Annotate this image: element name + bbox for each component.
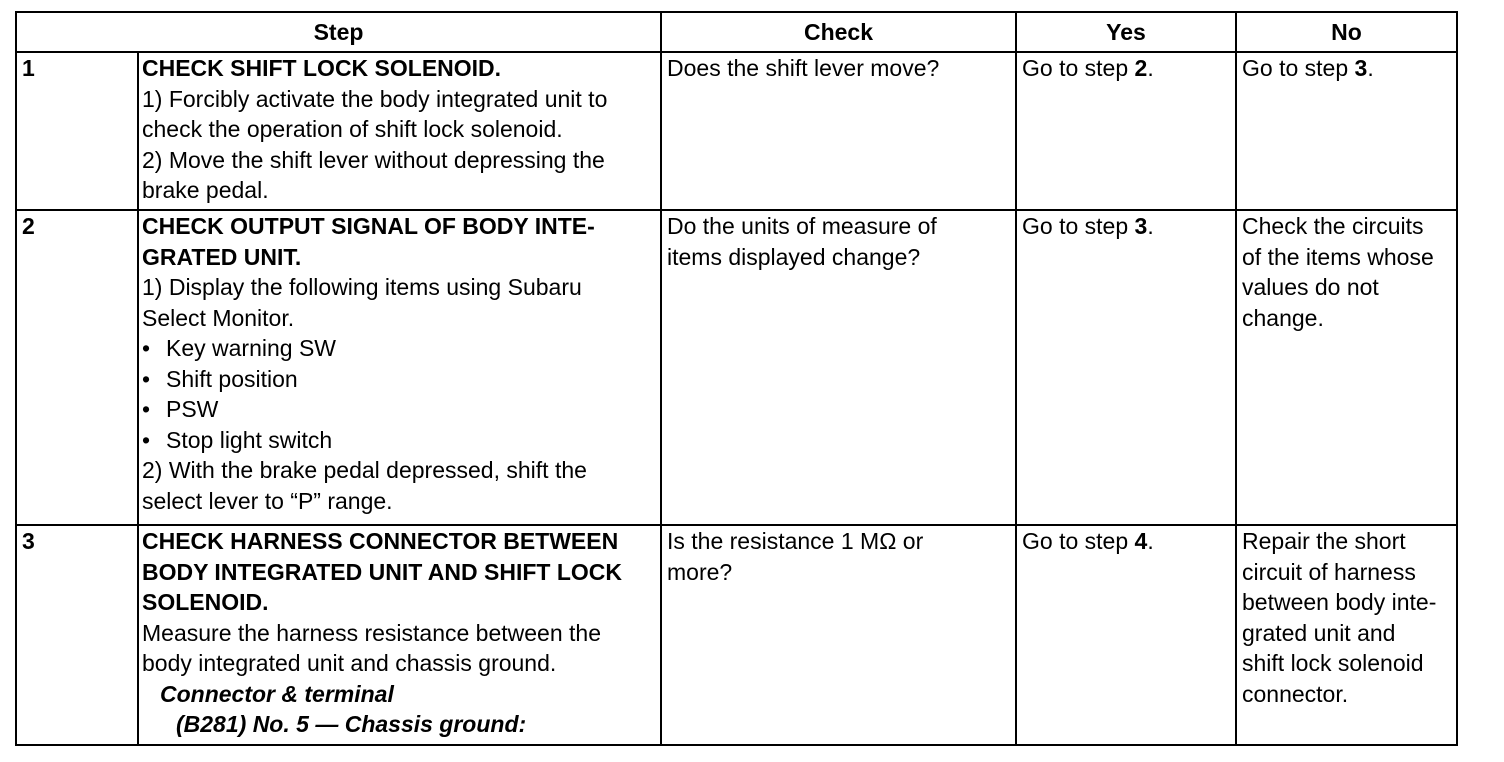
step-text: 1) Forcibly activate the body integrated unit to <box>142 85 608 112</box>
no-text: of the items whose <box>1242 243 1434 270</box>
step-text: brake pedal. <box>142 177 269 203</box>
check-text: items displayed change? <box>667 243 921 270</box>
step-title: SOLENOID. <box>142 589 269 615</box>
yes-suffix: . <box>1147 213 1154 239</box>
no-text: connector. <box>1242 680 1349 707</box>
step-number: 2 <box>16 210 138 525</box>
list-item-text: PSW <box>166 396 219 422</box>
step-text: select lever to “P” range. <box>142 487 393 514</box>
step-title: CHECK SHIFT LOCK SOLENOID. <box>142 55 502 81</box>
list-item-text: Key warning SW <box>166 335 337 361</box>
no-text: shift lock solenoid <box>1242 650 1424 676</box>
step-description <box>138 210 661 525</box>
connector-value: (B281) No. 5 — Chassis ground: <box>176 711 527 737</box>
step-title: CHECK HARNESS CONNECTOR BETWEEN <box>142 528 619 554</box>
yes-cell <box>1016 525 1236 745</box>
connector-label: Connector & terminal <box>160 680 394 707</box>
header-step: Step <box>16 12 661 52</box>
yes-suffix: . <box>1147 528 1154 554</box>
step-text: check the operation of shift lock solenoid. <box>142 116 563 142</box>
header-no: No <box>1236 12 1457 52</box>
no-text: change. <box>1242 304 1324 331</box>
step-text: Measure the harness resistance between the <box>142 619 601 646</box>
list-item-text: Stop light switch <box>166 426 333 453</box>
check-text: Do the units of measure of <box>667 213 937 239</box>
bullet-icon: • <box>142 365 151 392</box>
step-text: 2) Move the shift lever without depressing the <box>142 146 605 173</box>
check-text: more? <box>667 558 733 585</box>
step-text: 1) Display the following items using Subaru <box>142 274 582 300</box>
diagnostic-table <box>15 11 1458 746</box>
no-text: Repair the short <box>1242 528 1406 554</box>
check-text: Does the shift lever move? <box>667 55 940 81</box>
list-item <box>142 425 660 456</box>
no-cell <box>1236 525 1457 745</box>
step-text: Select Monitor. <box>142 304 295 331</box>
step-title: GRATED UNIT. <box>142 243 302 270</box>
bullet-icon: • <box>142 335 151 361</box>
no-text: circuit of harness <box>1242 558 1416 585</box>
step-title: BODY INTEGRATED UNIT AND SHIFT LOCK <box>142 558 623 585</box>
no-text: Go to step <box>1242 55 1355 81</box>
header-row <box>16 12 1457 52</box>
table-row <box>16 210 1457 525</box>
bullet-icon: • <box>142 426 151 453</box>
check-cell <box>661 210 1016 525</box>
list-item-text: Shift position <box>166 365 298 392</box>
no-text: grated unit and <box>1242 619 1396 646</box>
step-description <box>138 52 661 210</box>
no-cell <box>1236 210 1457 525</box>
no-suffix: . <box>1367 55 1374 81</box>
yes-suffix: . <box>1147 55 1154 81</box>
yes-text: Go to step <box>1022 55 1135 81</box>
table-row <box>16 525 1457 745</box>
list-item <box>142 364 660 395</box>
step-title: CHECK OUTPUT SIGNAL OF BODY INTE- <box>142 213 595 239</box>
check-text: Is the resistance 1 MΩ or <box>667 528 924 554</box>
step-number: 3 <box>16 525 138 745</box>
table-row <box>16 52 1457 210</box>
no-text: Check the circuits <box>1242 213 1424 239</box>
yes-text: Go to step <box>1022 528 1135 554</box>
yes-step-number: 4 <box>1134 528 1148 554</box>
bullet-icon: • <box>142 396 151 422</box>
list-item <box>142 394 660 425</box>
check-cell <box>661 52 1016 210</box>
list-item <box>142 333 660 364</box>
yes-text: Go to step <box>1022 213 1135 239</box>
no-text: between body inte- <box>1242 589 1437 615</box>
check-cell <box>661 525 1016 745</box>
step-number: 1 <box>16 52 138 210</box>
step-text: 2) With the brake pedal depressed, shift the <box>142 457 587 483</box>
header-check: Check <box>661 12 1016 52</box>
step-description <box>138 525 661 745</box>
header-yes: Yes <box>1016 12 1236 52</box>
yes-cell <box>1016 210 1236 525</box>
no-text: values do not <box>1242 274 1379 300</box>
yes-step-number: 3 <box>1134 213 1148 239</box>
yes-cell <box>1016 52 1236 210</box>
no-cell <box>1236 52 1457 210</box>
step-text: body integrated unit and chassis ground. <box>142 650 557 676</box>
no-step-number: 3 <box>1354 55 1368 81</box>
yes-step-number: 2 <box>1134 55 1148 81</box>
